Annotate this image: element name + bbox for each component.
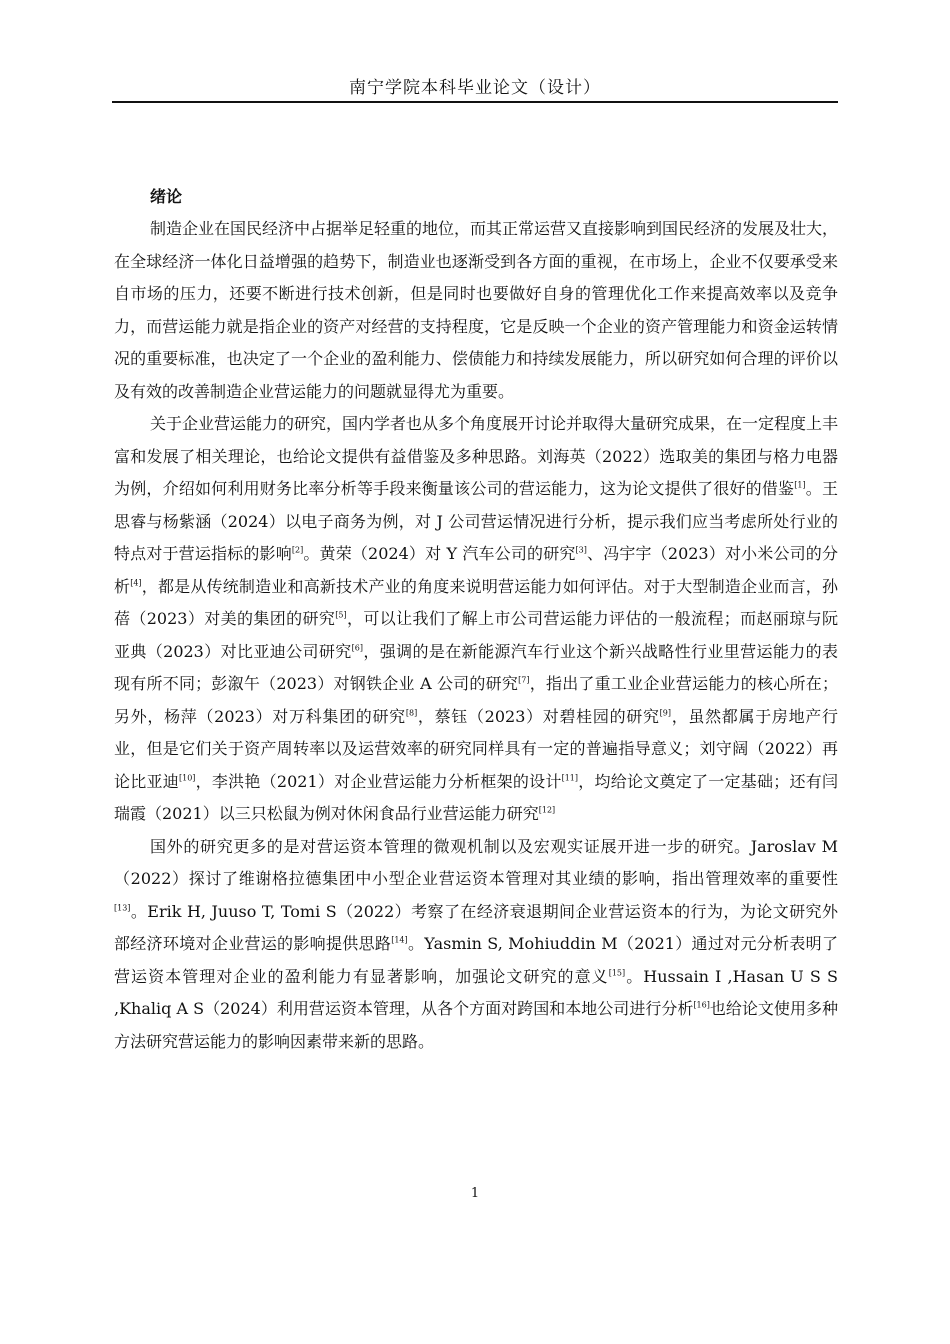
paragraph-text: 。Erik H, Juuso T, Tomi S（2022）考察了在经济衰退期间企业营运资本的行为，为论文研究外部经济环境对企业营运的影响提供思路 xyxy=(114,901,838,953)
paragraph-text: 也给论文使用多种方法研究营运能力的影响因素带来新的思路。 xyxy=(114,999,838,1051)
citation-marker: [8] xyxy=(405,708,418,718)
body-text xyxy=(114,180,838,1058)
citation-marker: [13] xyxy=(114,903,131,913)
citation-marker: [10] xyxy=(179,773,196,783)
paragraph-text: ，蔡钰（2023）对碧桂园的研究 xyxy=(417,706,660,726)
citation-marker: [6] xyxy=(351,643,363,653)
paragraph-text: ，虽然都属于房地产行业，但是它们关于资产周转率以及运营效率的研究同样具有一定的普遍指导意义；刘守阔（2022）再论比亚迪 xyxy=(114,706,838,791)
paragraph xyxy=(114,408,838,831)
citation-marker: [14] xyxy=(391,935,408,945)
citation-marker: [4] xyxy=(130,578,142,588)
paragraph-text: ，都是从传统制造业和高新技术产业的角度来说明营运能力如何评估。对于大型制造企业而言，孙蓓（2023）对美的集团的研究 xyxy=(114,576,838,628)
citation-marker: [3] xyxy=(575,545,587,555)
running-header: 南宁学院本科毕业论文（设计） xyxy=(349,78,601,98)
header-rule xyxy=(112,101,838,103)
citation-marker: [7] xyxy=(518,675,530,685)
page-number: 1 xyxy=(470,1186,480,1201)
citation-marker: [12] xyxy=(538,805,556,815)
paragraph xyxy=(114,213,838,408)
paragraph-text: 。王思睿与杨紫涵（2024）以电子商务为例，对 J 公司营运情况进行分析，提示我们应当考虑所处行业的特点对于营运指标的影响 xyxy=(114,479,838,563)
paragraph-text: ，李洪艳（2021）对企业营运能力分析框架的设计 xyxy=(195,771,562,791)
paragraph-text: ，均给论文奠定了一定基础；还有闫瑞霞（2021）以三只松鼠为例对休闲食品行业营运能力研究 xyxy=(114,771,838,823)
citation-marker: [2] xyxy=(291,545,304,555)
citation-marker: [5] xyxy=(335,610,347,620)
paragraph-text: 制造企业在国民经济中占据举足轻重的地位，而其正常运营又直接影响到国民经济的发展及壮大，在全球经济一体化日益增强的趋势下，制造业也逐渐受到各方面的重视，在市场上，企业不仅要承受来自市场的压力，还要不断进行技术创新，但是同时也要做好自身的管理优化工作来提高效率以及竞争力，而营运能力就是指企业的资产对经营的支持程度，它是反映一个企业的资产管理能力和资金运转情况的重要标准，也决定了一个企业的盈利能力、偿债能力和持续发展能力，所以研究如何合理的评价以及有效的改善制造企业营运能力的问题就显得尤为重要。 xyxy=(114,219,839,401)
paragraph-text: 。Hussain I ,Hasan U S S ,Khaliq A S（2024）利用营运资本管理，从各个方面对跨国和本地公司进行分析 xyxy=(114,966,838,1018)
paragraph-text: ，指出了重工业企业营运能力的核心所在；另外，杨萍（2023）对万科集团的研究 xyxy=(114,674,838,726)
paragraph-text: 国外的研究更多的是对营运资本管理的微观机制以及宏观实证展开进一步的研究。Jaroslav M（2022）探讨了维谢格拉德集团中小型企业营运资本管理对其业绩的影响，指出管理效率的重要性 xyxy=(114,836,838,888)
citation-marker: [9] xyxy=(659,708,672,718)
paragraph xyxy=(114,831,838,1059)
paragraph-text: ，可以让我们了解上市公司营运能力评估的一般流程；而赵丽琼与阮亚典（2023）对比亚迪公司研究 xyxy=(114,609,838,661)
citation-marker: [15] xyxy=(608,968,626,978)
citation-marker: [16] xyxy=(693,1000,710,1010)
section-heading: 绪论 xyxy=(150,187,183,206)
paragraph-text: ，强调的是在新能源汽车行业这个新兴战略性行业里营运能力的表现有所不同；彭溆午（2023）对钢铁企业 A 公司的研究 xyxy=(114,641,838,693)
paragraph-text: 。黄荣（2024）对 Y 汽车公司的研究 xyxy=(303,544,576,563)
citation-marker: [1] xyxy=(794,480,806,490)
paragraph-text: 、冯宇宇（2023）对小米公司的分析 xyxy=(114,544,838,596)
paragraph-text: 。Yasmin S, Mohiuddin M（2021）通过对元分析表明了营运资本管理对企业的盈利能力有显著影响，加强论文研究的意义 xyxy=(114,934,838,986)
paragraph-text: 关于企业营运能力的研究，国内学者也从多个角度展开讨论并取得大量研究成果，在一定程度上丰富和发展了相关理论，也给论文提供有益借鉴及多种思路。刘海英（2022）选取美的集团与格力电器为例，介绍如何利用财务比率分析等手段来衡量该公司的营运能力，这为论文提供了很好的借鉴 xyxy=(114,414,839,498)
citation-marker: [11] xyxy=(561,773,579,783)
